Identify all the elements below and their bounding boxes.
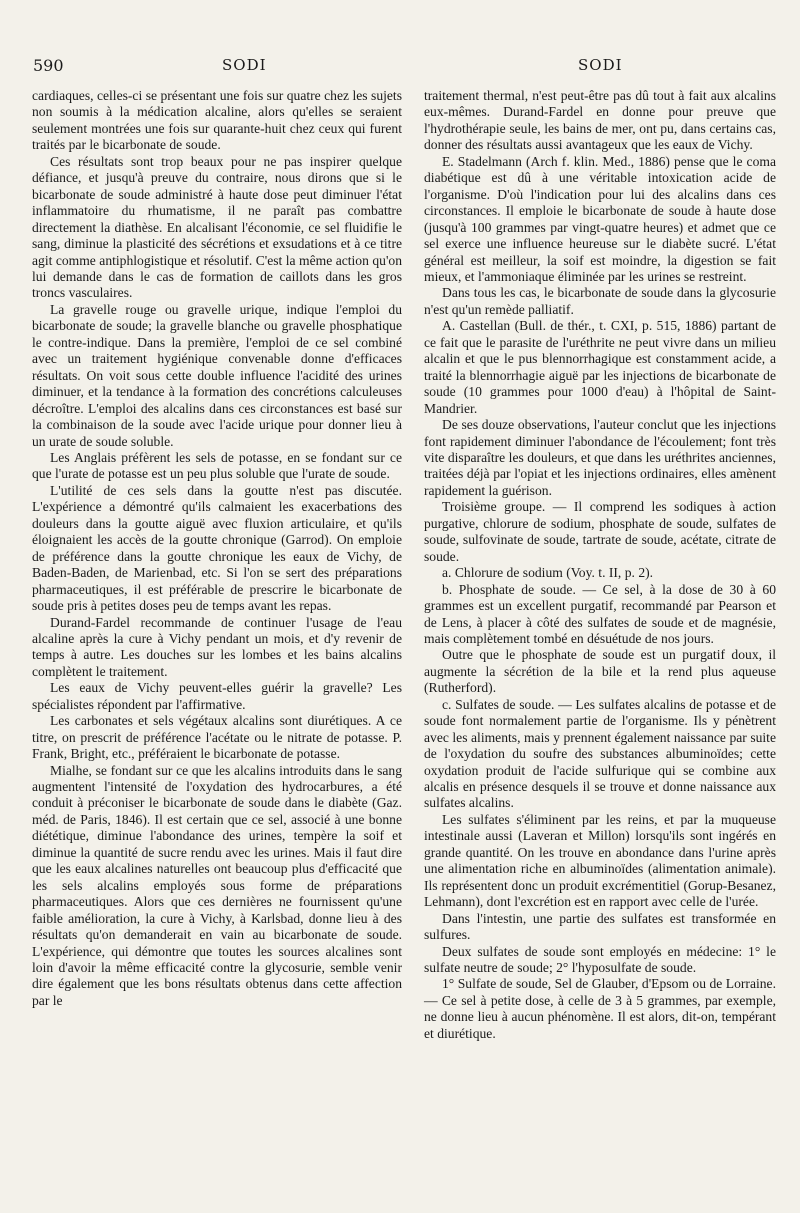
paragraph: Dans l'intestin, une partie des sulfates est transformée en sulfures.: [424, 910, 776, 943]
paragraph: L'utilité de ces sels dans la goutte n'est pas discutée. L'expérience a démontré qu'ils calmaient les exacerbations des douleurs dans la goutte aiguë avec fluxion articulaire, et qu'ils éloignaient les accès de la goutte chronique (Garrod). On emploie de préférence dans la goutte chronique les eaux de Vichy, de Baden-Baden, de Marienbad, etc. Si l'on se sert des préparations pharmaceutiques, il est préférable de prescrire le bicarbonate de soude pris à petites doses peu de temps avant les repas.: [32, 482, 402, 614]
paragraph: Ces résultats sont trop beaux pour ne pas inspirer quelque défiance, et jusqu'à preuve du contraire, nous dirons que si le bicarbonate de soude administré à haute dose peut diminuer l'état inflammatoire du rhumatisme, il ne paraît pas combattre directement la diathèse. En alcalisant l'économie, ce sel fluidifie le sang, diminue la plasticité des sécrétions et exsudations et à ce titre agit comme antiphlogistique et résolutif. C'est la même action qu'on lui demande dans le cas de formation de caillots dans les gros troncs vasculaires.: [32, 153, 402, 301]
subsection-paragraph: 1° Sulfate de soude, Sel de Glauber, d'Epsom ou de Lorraine. — Ce sel à petite dose, à celle de 3 à 5 grammes, par exemple, ne donne lieu à aucun phénomène. Il est alors, dit-on, tempérant et diurétique.: [424, 976, 776, 1041]
paragraph: cardiaques, celles-ci se présentant une fois sur quatre chez les sujets non soumis à la médication alcaline, alors qu'elles se seraient seulement montrées une fois sur quarante-huit chez ceux qui furent traités par le bicarbonate de soude.: [32, 88, 402, 153]
paragraph: A. Castellan (Bull. de thér., t. CXI, p. 515, 1886) partant de ce fait que le parasite de l'uréthrite ne peut vivre dans un milieu alcalin et que le pus blennorrhagique est constamment acide, a traité la blennorrhagie aiguë par les injections de bicarbonate de soude (10 grammes pour 1000 d'eau) à l'hôpital de Saint-Mandrier.: [424, 318, 776, 416]
left-column: [32, 88, 402, 1009]
right-column: [424, 88, 776, 1042]
paragraph: Durand-Fardel recommande de continuer l'usage de l'eau alcaline après la cure à Vichy pendant un mois, et d'y revenir de temps à autre. Les douches sur les lombes et les bains alcalins complètent le traitement.: [32, 614, 402, 679]
paragraph: Les carbonates et sels végétaux alcalins sont diurétiques. A ce titre, on prescrit de préférence l'acétate ou le nitrate de potasse. P. Frank, Bright, etc., préféraient le bicarbonate de potasse.: [32, 713, 402, 762]
paragraph: La gravelle rouge ou gravelle urique, indique l'emploi du bicarbonate de soude; la gravelle blanche ou gravelle phosphatique le contre-indique. Dans la première, l'emploi de ce sel combiné avec un traitement hygiénique convenable donne d'efficaces résultats. On voit sous cette double influence l'acidité des urines diminuer, et la tendance à la formation des concrétions calculeuses décroître. L'emploi des alcalins dans ces circonstances est basé sur la combinaison de la soude avec l'acide urique pour donner lieu à un urate de soude soluble.: [32, 301, 402, 449]
paragraph: Deux sulfates de soude sont employés en médecine: 1° le sulfate neutre de soude; 2° l'hyposulfate de soude.: [424, 943, 776, 976]
section-heading-paragraph: Troisième groupe. — Il comprend les sodiques à action purgative, chlorure de sodium, phosphate de soude, sulfates de soude, sulfovinate de soude, tartrate de soude, acétate, citrate de soude.: [424, 499, 776, 564]
running-head-left: SODI: [222, 56, 267, 74]
subsection-paragraph: b. Phosphate de soude. — Ce sel, à la dose de 30 à 60 grammes est un excellent purgatif, recommandé par Pearson et de Lens, à placer à côté des sulfates de soude et de magnésie, mais complètement tombé en désuétude de nos jours.: [424, 581, 776, 646]
paragraph: Les sulfates s'éliminent par les reins, et par la muqueuse intestinale aussi (Laveran et Millon) lorsqu'ils sont ingérés en grande quantité. On les trouve en abondance dans l'urine après une alimentation riche en albuminoïdes (alimentation animale). Ils représentent donc un produit excrémentitiel (Gorup-Besanez, Lehmann), dont l'excrétion est en rapport avec celle de l'urée.: [424, 811, 776, 910]
paragraph: De ses douze observations, l'auteur conclut que les injections font rapidement diminuer l'abondance de l'écoulement; font très vite disparaître les douleurs, et que dans les uréthrites anciennes, traitées déjà par l'opiat et les injections ordinaires, elles amènent rapidement la guérison.: [424, 417, 776, 498]
page-header: [0, 56, 800, 80]
paragraph: Outre que le phosphate de soude est un purgatif doux, il augmente la sécrétion de la bile et la rend plus aqueuse (Rutherford).: [424, 647, 776, 696]
subsection-paragraph: c. Sulfates de soude. — Les sulfates alcalins de potasse et de soude font normalement partie de l'organisme. Ils y pénètrent avec les aliments, mais y prennent également naissance par suite de l'oxydation du soufre des substances albuminoïdes; cette oxydation produit de l'acide sulfurique qui se combine aux alcalis en présence desquels il se trouve et donne naissance aux sulfates alcalins.: [424, 696, 776, 811]
subsection-paragraph: a. Chlorure de sodium (Voy. t. II, p. 2).: [442, 565, 654, 581]
paragraph: Mialhe, se fondant sur ce que les alcalins introduits dans le sang augmentent l'intensité de l'oxydation des hydrocarbures, a été conduit à préconiser le bicarbonate de soude dans le diabète (Gaz. méd. de Paris, 1846). Il est certain que ce sel, associé à une bonne diététique, diminue l'abondance des urines, tempère la soif et diminue la quantité de sucre rendu avec les urines. Mais il faut dire que les eaux alcalines naturelles ont beaucoup plus d'efficacité que les sels alcalins employés sous forme de préparations pharmaceutiques. Alors que ces dernières ne fournissent qu'une faible amélioration, la cure à Vichy, à Karlsbad, donne lieu à des résultats qu'on demanderait en vain au bicarbonate de soude. L'expérience, qui démontre que toutes les sources alcalines sont loin d'avoir la même efficacité contre la glycosurie, semble venir dire également que les bons résultats obtenus dans cette affection par le: [32, 762, 402, 1008]
paragraph: traitement thermal, n'est peut-être pas dû tout à fait aux alcalins eux-mêmes. Durand-Fardel en donne pour preuve que l'hydrothérapie seule, les bains de mer, ont pu, dans certains cas, donner des résultats aussi avantageux que les eaux de Vichy.: [424, 88, 776, 153]
paragraph: Les eaux de Vichy peuvent-elles guérir la gravelle? Les spécialistes répondent par l'affirmative.: [32, 680, 402, 712]
page-number: 590: [33, 56, 64, 75]
running-head-right: SODI: [578, 56, 623, 74]
paragraph: Dans tous les cas, le bicarbonate de soude dans la glycosurie n'est qu'un remède palliatif.: [424, 285, 776, 317]
paragraph: Les Anglais préfèrent les sels de potasse, en se fondant sur ce que l'urate de potasse est un peu plus soluble que l'urate de soude.: [32, 449, 402, 482]
paragraph: E. Stadelmann (Arch f. klin. Med., 1886) pense que le coma diabétique est dû à une véritable intoxication acide de l'organisme. D'où l'indication pour lui des alcalins dans ces circonstances. Il emploie le bicarbonate de soude à haute dose (jusqu'à 100 grammes par vingt-quatre heures) et admet que ce sel exerce une influence heureuse sur le diabète sucré. L'état général est meilleur, la soif est moindre, la digestion se fait mieux, et l'ammoniaque éliminée par les urines se restreint.: [424, 153, 776, 284]
